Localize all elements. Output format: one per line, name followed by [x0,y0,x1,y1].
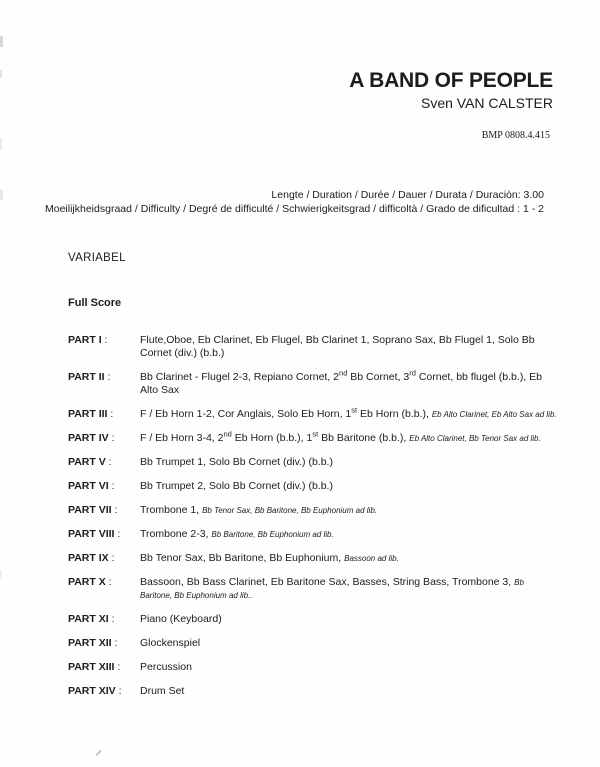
part-row [68,685,560,698]
part-label: PART V : [68,456,112,468]
full-score-label: Full Score [68,297,122,309]
part-row [68,576,560,602]
part-description: Bb Tenor Sax, Bb Baritone, Bb Euphonium, Bassoon ad lib. [140,552,399,564]
difficulty-line: Moeilijkheidsgraad / Difficulty / Degré de difficulté / Schwierigkeitsgrad / difficoltà / Grado de dificultad : 1 - 2 [45,202,544,215]
composer-name: Sven VAN CALSTER [420,95,553,111]
part-description: F / Eb Horn 3-4, 2nd Eb Horn (b.b.), 1st Bb Baritone (b.b.), Eb Alto Clarinet, Bb Tenor Sax ad lib. [140,429,541,444]
page-title: A BAND OF PEOPLE [349,69,553,92]
header-block [0,0,600,142]
part-label: PART III : [68,408,114,420]
part-description: Drum Set [140,685,185,697]
part-label: PART X : [68,576,112,588]
part-description: Percussion [140,661,192,673]
edition-label: VARIABEL [68,252,126,264]
parts-list [68,334,560,698]
part-description: Piano (Keyboard) [140,613,222,625]
part-label: PART XIV : [68,685,122,697]
part-label: PART I : [68,334,108,346]
part-description: Bassoon, Bb Bass Clarinet, Eb Baritone Sax, Basses, String Bass, Trombone 3, Bb Baritone, Bb Euphonium ad lib.. [140,576,524,600]
part-row [68,637,560,650]
part-label: PART IV : [68,432,115,444]
part-label: PART IX : [68,552,115,564]
part-row [68,480,560,493]
part-description: Trombone 2-3, Bb Baritone, Bb Euphonium ad lib. [140,528,334,540]
part-description: Trombone 1, Bb Tenor Sax, Bb Baritone, Bb Euphonium ad lib. [140,504,377,516]
part-description: Bb Clarinet - Flugel 2-3, Repiano Cornet, 2nd Bb Cornet, 3rd Cornet, bb flugel (b.b.), Eb Alto Sax [140,368,542,396]
part-label: PART VIII : [68,528,121,540]
part-row [68,368,560,397]
scan-artifact [0,36,3,47]
part-row [68,334,560,360]
scan-artifact [0,138,2,150]
part-label: PART II : [68,371,111,383]
part-row [68,405,560,421]
part-description: Flute,Oboe, Eb Clarinet, Eb Flugel, Bb Clarinet 1, Soprano Sax, Bb Flugel 1, Solo Bb Cornet (div.) (b.b.) [140,334,535,359]
part-description: Glockenspiel [140,637,201,649]
part-label: PART XII : [68,637,118,649]
part-row [68,504,560,517]
info-block [0,189,600,216]
scan-artifact [0,570,2,579]
part-label: PART XI : [68,613,115,625]
part-row [68,613,560,626]
scan-artifact [0,70,2,78]
part-row [68,661,560,674]
part-label: PART VII : [68,504,118,516]
part-row [68,429,560,445]
part-row [68,552,560,565]
part-row [68,456,560,469]
part-description: Bb Trumpet 1, Solo Bb Cornet (div.) (b.b.) [140,456,333,468]
scan-artifact [95,750,101,756]
scan-artifact [0,190,3,200]
part-description: F / Eb Horn 1-2, Cor Anglais, Solo Eb Horn, 1st Eb Horn (b.b.), Eb Alto Clarinet, Eb Alto Sax ad lib. [140,405,557,420]
part-row [68,528,560,541]
part-label: PART XIII : [68,661,121,673]
part-label: PART VI : [68,480,115,492]
catalog-number: BMP 0808.4.415 [481,130,550,141]
part-description: Bb Trumpet 2, Solo Bb Cornet (div.) (b.b.) [140,480,333,492]
duration-line: Lengte / Duration / Durée / Dauer / Durata / Duraciòn: 3.00 [271,189,544,201]
